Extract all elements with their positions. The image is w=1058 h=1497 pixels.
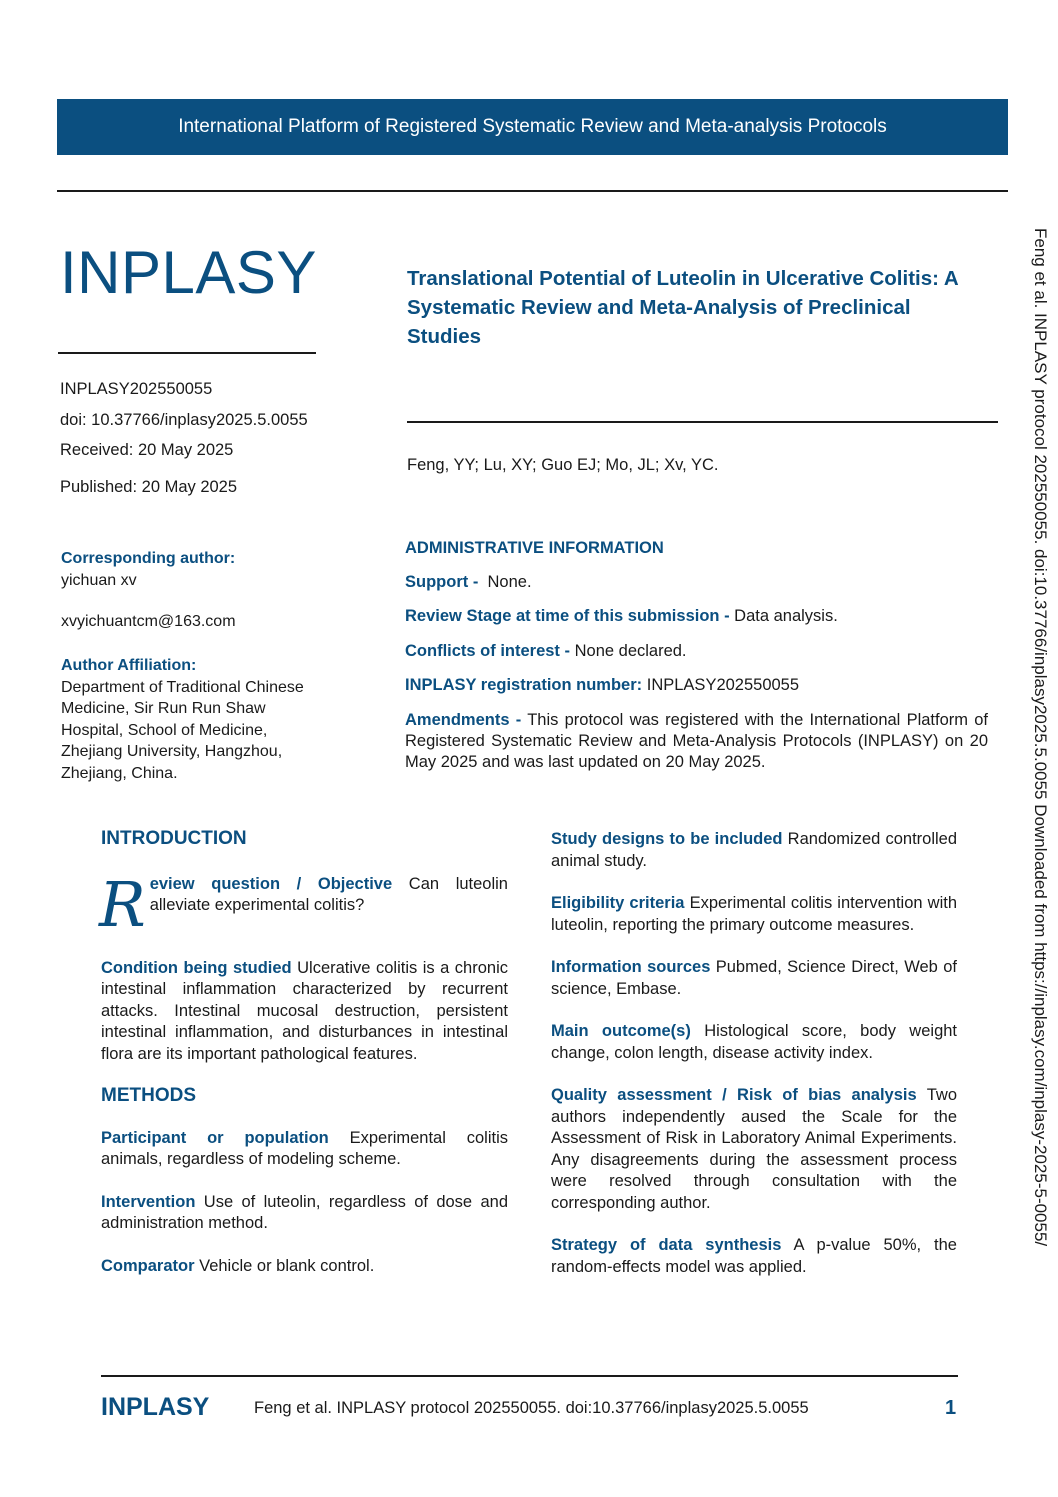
side-citation bbox=[1010, 228, 1050, 1308]
doi: doi: 10.37766/inplasy2025.5.0055 bbox=[60, 411, 308, 429]
admin-regnum bbox=[405, 675, 988, 696]
amend-value: This protocol was registered with the International Platform of Registered Systematic Review and Meta-Analysis Protocols (INPLASY) on 20 May 2025 and was last updated on 20 May 2025. bbox=[405, 711, 989, 771]
stage-label: Review Stage at time of this submission - bbox=[405, 607, 730, 625]
population-text: Experimental colitis animals, regardless of modeling scheme. bbox=[101, 1128, 508, 1168]
condition-text: Ulcerative colitis is a chronic intestinal inflammation characterized by recurrent attacks. Intestinal mucosal destruction, persistent intestinal inflammation, and disturbances in intestinal flora are its important pathological features. bbox=[101, 958, 508, 1063]
affiliation-line: Department of Traditional Chinese bbox=[61, 678, 304, 696]
brand-logo: INPLASY bbox=[60, 239, 317, 306]
population-paragraph bbox=[101, 1128, 508, 1171]
banner-text: International Platform of Registered Systematic Review and Meta-analysis Protocols bbox=[178, 116, 887, 137]
affiliation-line: Medicine, Sir Run Run Shaw bbox=[61, 700, 266, 717]
main-outcomes-text: Histological score, body weight change, colon length, disease activity index. bbox=[551, 1022, 958, 1062]
comparator-text: Vehicle or blank control. bbox=[199, 1256, 375, 1275]
admin-amendments bbox=[405, 710, 988, 773]
conflicts-label: Conflicts of interest - bbox=[405, 642, 571, 660]
intervention-label: Intervention bbox=[101, 1192, 196, 1211]
affiliation-line: Zhejiang, China. bbox=[61, 764, 178, 782]
admin-conflicts bbox=[405, 641, 988, 662]
support-label: Support - bbox=[405, 573, 479, 591]
intervention-paragraph bbox=[101, 1192, 508, 1235]
left-column bbox=[101, 828, 508, 1277]
affiliation-line: Hospital, School of Medicine, bbox=[61, 721, 268, 739]
footer-divider bbox=[101, 1375, 958, 1377]
affiliation-line: Zhejiang University, Hangzhou, bbox=[61, 743, 283, 760]
quality-assessment-paragraph bbox=[551, 1085, 957, 1214]
quality-assessment-label: Quality assessment / Risk of bias analysis bbox=[551, 1086, 917, 1104]
eligibility-label: Eligibility criteria bbox=[551, 894, 685, 912]
conflicts-value: None declared. bbox=[574, 642, 687, 660]
condition-label: Condition being studied bbox=[101, 958, 292, 977]
regnum-value: INPLASY202550055 bbox=[646, 676, 800, 694]
corresponding-author bbox=[61, 548, 361, 633]
eligibility-paragraph bbox=[551, 893, 957, 936]
admin-support bbox=[405, 572, 988, 593]
review-question-text: Can luteolin alleviate experimental colitis? bbox=[149, 874, 508, 914]
review-question bbox=[99, 867, 508, 941]
corresponding-label: Corresponding author: bbox=[61, 550, 236, 567]
published-date: Published: 20 May 2025 bbox=[60, 478, 238, 496]
study-designs-paragraph bbox=[551, 829, 957, 872]
study-designs-text: Randomized controlled animal study. bbox=[551, 830, 958, 870]
data-synthesis-text: A p-value 50%, the random-effects model was applied. bbox=[551, 1236, 957, 1276]
information-sources-text: Pubmed, Science Direct, Web of science, Embase. bbox=[551, 958, 957, 998]
title-divider bbox=[407, 421, 998, 423]
corresponding-name: yichuan xv bbox=[61, 571, 137, 589]
brand-divider bbox=[58, 352, 316, 354]
data-synthesis-paragraph bbox=[551, 1235, 957, 1278]
corresponding-email: xvyichuantcm@163.com bbox=[61, 613, 236, 630]
methods-heading: METHODS bbox=[101, 1085, 196, 1106]
comparator-label: Comparator bbox=[101, 1256, 195, 1275]
stage-value: Data analysis. bbox=[734, 607, 838, 625]
footer-citation: Feng et al. INPLASY protocol 202550055. doi:10.37766/inplasy2025.5.0055 bbox=[254, 1399, 809, 1417]
main-outcomes-label: Main outcome(s) bbox=[551, 1022, 691, 1040]
received-date: Received: 20 May 2025 bbox=[60, 441, 234, 459]
affiliation-label: Author Affiliation: bbox=[61, 657, 197, 674]
quality-assessment-text: Two authors independently aused the Scale for the Assessment of Risk in Laboratory Animal Experiments. Any disagreements during the assessment process were resolved through consultation with the corresponding author. bbox=[551, 1086, 957, 1212]
data-synthesis-label: Strategy of data synthesis bbox=[551, 1236, 782, 1254]
information-sources-label: Information sources bbox=[551, 958, 711, 976]
regnum-label: INPLASY registration number: bbox=[405, 676, 643, 694]
paper-title: Translational Potential of Luteolin in Ulcerative Colitis: A Systematic Review and Meta-Analysis of Preclinical Studies bbox=[407, 267, 958, 348]
admin-heading bbox=[405, 538, 988, 559]
author-list: Feng, YY; Lu, XY; Guo EJ; Mo, JL; Xv, YC. bbox=[407, 456, 719, 474]
admin-heading-text: ADMINISTRATIVE INFORMATION bbox=[405, 539, 664, 557]
page-number: 1 bbox=[945, 1397, 957, 1419]
footer-brand: INPLASY bbox=[101, 1393, 210, 1421]
condition-paragraph bbox=[101, 958, 508, 1066]
registration-id: INPLASY202550055 bbox=[60, 380, 213, 398]
main-outcomes-paragraph bbox=[551, 1021, 957, 1064]
comparator-paragraph bbox=[101, 1256, 508, 1278]
information-sources-paragraph bbox=[551, 957, 957, 1000]
eligibility-text: Experimental colitis intervention with luteolin, reporting the primary outcome measures. bbox=[551, 894, 958, 934]
side-citation-text[interactable]: Feng et al. INPLASY protocol 202550055. doi:10.37766/inplasy2025.5.0055 Downloaded from https://inplasy.com/inplasy-2025-5-0055/ bbox=[1031, 228, 1050, 1247]
top-divider bbox=[57, 190, 1008, 192]
admin-stage bbox=[405, 606, 988, 627]
study-designs-label: Study designs to be included bbox=[551, 830, 783, 848]
review-question-label: eview question / Objective bbox=[149, 874, 393, 893]
header-banner bbox=[57, 99, 1008, 155]
intervention-text: Use of luteolin, regardless of dose and administration method. bbox=[101, 1192, 508, 1232]
support-value: None. bbox=[487, 573, 532, 591]
amend-label: Amendments - bbox=[405, 711, 522, 729]
author-affiliation bbox=[61, 655, 361, 784]
population-label: Participant or population bbox=[101, 1128, 329, 1147]
drop-cap: R bbox=[99, 867, 146, 941]
introduction-heading: INTRODUCTION bbox=[101, 828, 247, 849]
right-column bbox=[551, 829, 957, 1278]
